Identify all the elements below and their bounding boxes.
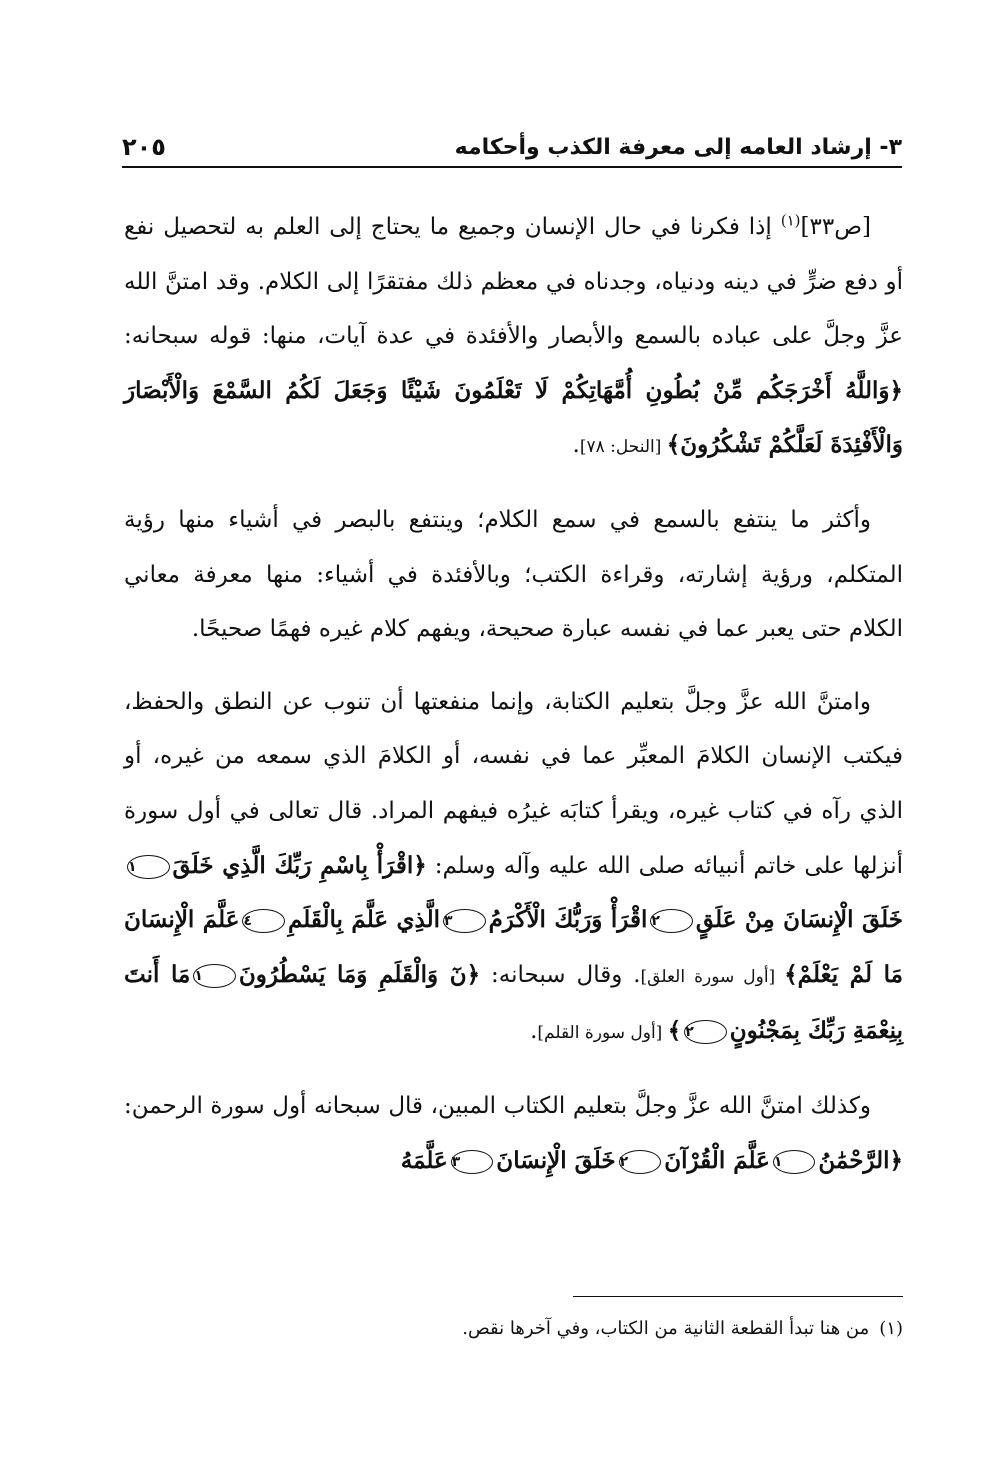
paragraph-2 [124,493,903,657]
ayah-number-marker: ٣ [443,909,486,933]
paragraph-2-text: وأكثر ما ينتفع بالسمع في سمع الكلام؛ وينتفع بالبصر في أشياء منها رؤية المتكلم، ورؤية إشارته، وقراءة الكتب؛ وبالأفئدة في أشياء: منها معرفة معاني الكلام حتى يعبر عما في نفسه عبارة صحيحة، ويفهم كلام غيره فهمًا صحيحًا. [124,506,903,643]
page-marker: [ص٣٣] [800,214,871,240]
quran-alaq-5: عَلَّمَ الْإِنسَانَ مَا لَمْ يَعْلَمْ﴾ [124,906,903,988]
quran-alaq-3: اقْرَأْ وَرَبُّكَ الْأَكْرَمُ [488,906,648,934]
paragraph-3-end: . [530,1018,538,1045]
ayah-number-marker: ١ [127,855,170,879]
ayah-number-marker: ٣ [451,1150,494,1174]
quran-verse-nahl: ﴿وَاللَّهُ أَخْرَجَكُم مِّنْ بُطُونِ أُمَّهَاتِكُمْ لَا تَعْلَمُونَ شَيْئًا وَجَعَلَ لَكُمُ السَّمْعَ وَالْأَبْصَارَ وَالْأَفْئِدَةَ لَعَلَّكُمْ تَشْكُرُونَ﴾ [124,376,903,459]
footnote [124,1314,903,1344]
paragraph-3-text: وامتنَّ الله عزَّ وجلَّ بتعليم الكتابة، وإنما منفعتها أن تنوب عن النطق والحفظ، فيكتب الإنسان الكلامَ المعبِّر عما في نفسه، أو الكلامَ الذي سمعه من غيره، أو الذي رآه في كتاب غيره، ويقرأ كتابَه غيرُه فيفهم المراد. قال تعالى في أول سورة أنزلها على خاتم أنبيائه صلى الله عليه وآله وسلم: [124,688,903,879]
main-text [124,200,903,1188]
paragraph-4 [124,1079,903,1188]
footnote-number: (١) [879,1318,903,1339]
source-alaq: [أول سورة العلق] [640,966,785,987]
source-qalam: [أول سورة القلم] [537,1023,668,1044]
ayah-number-marker: ١ [773,1150,816,1174]
ayah-number-marker: ٤ [242,909,285,933]
quran-rahman-1: ﴿الرَّحْمَٰنُ [818,1146,903,1174]
quran-rahman-2: عَلَّمَ الْقُرْآنَ [664,1146,770,1174]
book-title: ٣- إرشاد العامه إلى معرفة الكذب وأحكامه [454,134,902,160]
quran-qalam-1: ﴿نٓ وَالْقَلَمِ وَمَا يَسْطُرُونَ [238,960,481,988]
footnote-text: من هنا تبدأ القطعة الثانية من الكتاب، وفي آخرها نقص. [462,1318,870,1339]
ayah-number-marker: ٢ [619,1150,662,1174]
paragraph-1-end: . [572,432,580,459]
page-number: ٢٠٥ [122,133,166,161]
quran-alaq-4: الَّذِي عَلَّمَ بِالْقَلَمِ [287,906,441,934]
quran-rahman-4: عَلَّمَهُ [400,1146,448,1174]
ayah-number-marker: ١ [193,964,236,988]
quran-alaq-2: خَلَقَ الْإِنسَانَ مِنْ عَلَقٍ [695,906,903,934]
source-nahl: [النحل: ٧٨] [579,437,667,458]
ayah-number-marker: ٢ [650,909,693,933]
quran-alaq-1: ﴿اقْرَأْ بِاسْمِ رَبِّكَ الَّذِي خَلَقَ [172,851,427,879]
quran-qalam-2: مَا أَنتَ بِنِعْمَةِ رَبِّكَ بِمَجْنُونٍ [124,960,903,1045]
running-header [122,128,902,168]
paragraph-1 [124,200,903,475]
ayah-number-marker: ٢ [684,1020,727,1044]
paragraph-3-mid: . وقال سبحانه: [480,961,641,988]
footnote-divider [573,1296,903,1297]
quran-rahman-3: خَلَقَ الْإِنسَانَ [496,1146,616,1174]
footnote-ref: (١) [780,211,801,230]
paragraph-4-text: وكذلك امتنَّ الله عزَّ وجلَّ بتعليم الكتاب المبين، قال سبحانه أول سورة الرحمن: [124,1092,871,1119]
quran-qalam-end: ﴾ [667,1017,682,1045]
paragraph-1-text: إذا فكرنا في حال الإنسان وجميع ما يحتاج إلى العلم به لتحصيل نفع أو دفع ضرٍّ في دينه ودنياه، وجدناه في معظم ذلك مفتقرًا إلى الكلام. وقد امتنَّ الله عزَّ وجلَّ على عباده بالسمع والأبصار والأفئدة في عدة آيات، منها: قوله سبحانه: [124,214,903,350]
paragraph-3 [124,675,903,1061]
